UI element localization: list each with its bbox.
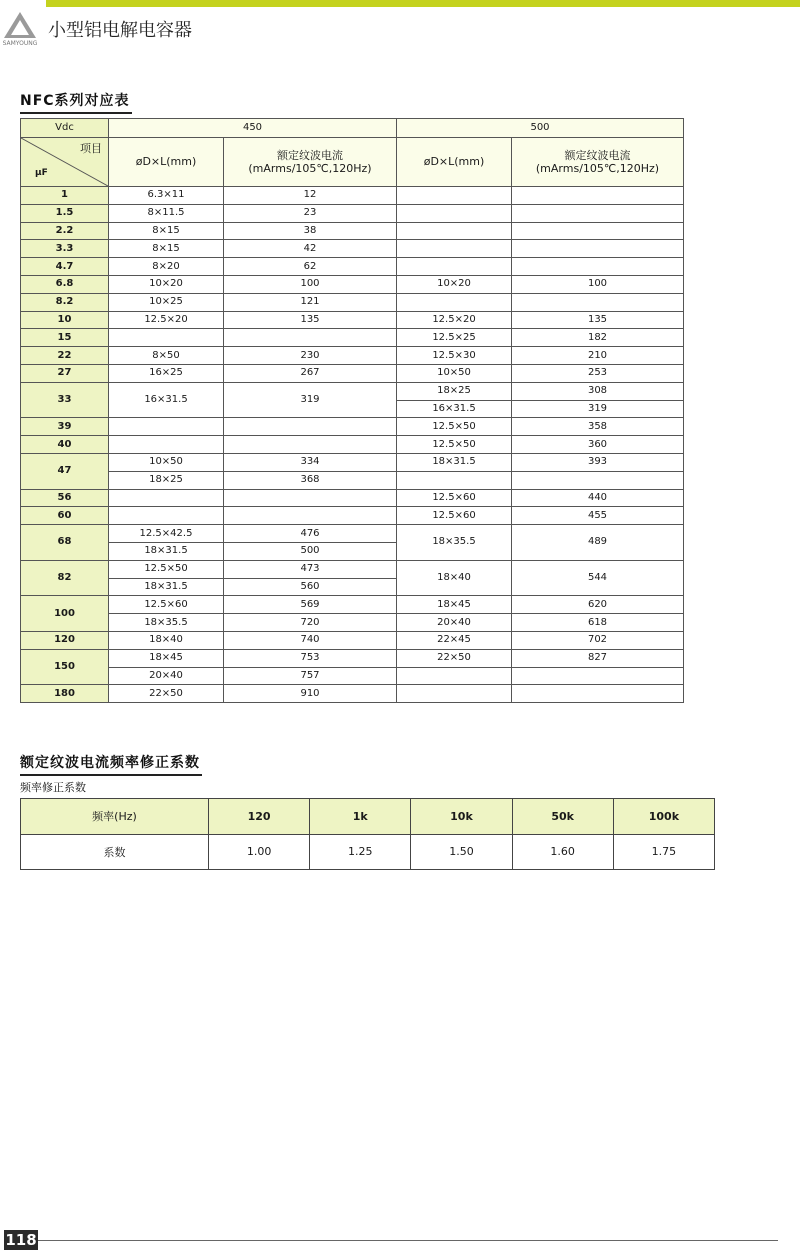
samyoung-logo: [0, 8, 40, 48]
size-cell: [397, 685, 512, 703]
capacitance-cell: 40: [21, 436, 109, 454]
ripple-cell: 702: [512, 631, 684, 649]
size-cell: 6.3×11: [109, 187, 224, 205]
table-row: [21, 560, 684, 578]
freq-value: 10k: [411, 799, 512, 835]
size-cell: [397, 293, 512, 311]
coef-value: 1.50: [411, 834, 512, 870]
size-cell: [109, 418, 224, 436]
size-cell: 8×15: [109, 240, 224, 258]
size-cell: 20×40: [397, 614, 512, 632]
capacitance-cell: 150: [21, 649, 109, 685]
ripple-cell: 38: [224, 222, 397, 240]
ripple-cell: [224, 436, 397, 454]
size-cell: 18×25: [397, 382, 512, 400]
size-cell: 12.5×20: [397, 311, 512, 329]
table-row: [21, 596, 684, 614]
ripple-cell: 489: [512, 525, 684, 561]
table-row: [21, 258, 684, 276]
table-row: [21, 525, 684, 543]
col-size-500: øD×L(mm): [397, 138, 512, 187]
table-row: [21, 275, 684, 293]
ripple-cell: [224, 329, 397, 347]
size-cell: 16×31.5: [109, 382, 224, 418]
size-cell: 12.5×30: [397, 347, 512, 365]
size-cell: 12.5×50: [397, 418, 512, 436]
ripple-cell: [512, 204, 684, 222]
table-row: [21, 631, 684, 649]
ripple-cell: 319: [224, 382, 397, 418]
size-cell: [397, 187, 512, 205]
freq-value: 120: [209, 799, 310, 835]
size-cell: 18×25: [109, 471, 224, 489]
size-cell: 12.5×42.5: [109, 525, 224, 543]
capacitance-cell: 39: [21, 418, 109, 436]
ripple-cell: 42: [224, 240, 397, 258]
coef-label: 系数: [21, 834, 209, 870]
ripple-cell: 253: [512, 364, 684, 382]
table-row: [21, 489, 684, 507]
freq-label: 频率(Hz): [21, 799, 209, 835]
size-cell: 8×20: [109, 258, 224, 276]
size-cell: [397, 240, 512, 258]
size-cell: 8×15: [109, 222, 224, 240]
ripple-cell: [512, 240, 684, 258]
ripple-cell: [512, 187, 684, 205]
table-row: [21, 685, 684, 703]
table-row: [21, 311, 684, 329]
ripple-cell: [512, 685, 684, 703]
section-subtitle-freq: 频率修正系数: [20, 781, 86, 794]
voltage-450: 450: [109, 119, 397, 138]
ripple-cell: 358: [512, 418, 684, 436]
size-cell: 12.5×20: [109, 311, 224, 329]
size-cell: 18×45: [109, 649, 224, 667]
size-cell: [397, 204, 512, 222]
ripple-cell: 23: [224, 204, 397, 222]
size-cell: 12.5×50: [109, 560, 224, 578]
ripple-cell: 476: [224, 525, 397, 543]
ripple-cell: 740: [224, 631, 397, 649]
capacitance-cell: 27: [21, 364, 109, 382]
ripple-cell: 100: [224, 275, 397, 293]
col-ripple-450: [224, 138, 397, 187]
size-cell: 18×35.5: [109, 614, 224, 632]
size-cell: [397, 471, 512, 489]
size-cell: [397, 258, 512, 276]
table-row: [21, 649, 684, 667]
size-cell: 18×40: [109, 631, 224, 649]
size-cell: 12.5×60: [397, 507, 512, 525]
table-row: [21, 507, 684, 525]
table-row: [21, 471, 684, 489]
capacitance-cell: 6.8: [21, 275, 109, 293]
size-cell: 10×50: [397, 364, 512, 382]
uf-label: μF: [35, 168, 48, 179]
coef-value: 1.60: [512, 834, 613, 870]
table-row: [21, 453, 684, 471]
ripple-cell: [512, 258, 684, 276]
frequency-correction-table: [20, 798, 715, 870]
table-row: [21, 293, 684, 311]
size-cell: [109, 329, 224, 347]
capacitance-cell: 82: [21, 560, 109, 596]
size-cell: 16×25: [109, 364, 224, 382]
ripple-cell: 440: [512, 489, 684, 507]
ripple-cell: 455: [512, 507, 684, 525]
table-row: [21, 667, 684, 685]
ripple-cell: 62: [224, 258, 397, 276]
footer-rule: [38, 1240, 778, 1241]
table-row: [21, 222, 684, 240]
ripple-cell: 910: [224, 685, 397, 703]
ripple-cell: 827: [512, 649, 684, 667]
size-cell: [109, 489, 224, 507]
coef-value: 1.75: [613, 834, 714, 870]
table-row: [21, 418, 684, 436]
size-cell: 18×40: [397, 560, 512, 596]
ripple-cell: [224, 418, 397, 436]
vdc-label: Vdc: [21, 119, 109, 138]
ripple-cell: 334: [224, 453, 397, 471]
ripple-cell: 121: [224, 293, 397, 311]
freq-value: 1k: [310, 799, 411, 835]
coef-value: 1.25: [310, 834, 411, 870]
ripple-cell: [512, 222, 684, 240]
table-row: [21, 614, 684, 632]
size-cell: 10×25: [109, 293, 224, 311]
size-cell: 10×50: [109, 453, 224, 471]
size-cell: 18×31.5: [397, 453, 512, 471]
capacitance-cell: 3.3: [21, 240, 109, 258]
table-row: [21, 187, 684, 205]
capacitance-cell: 33: [21, 382, 109, 418]
ripple-cell: 182: [512, 329, 684, 347]
size-cell: 10×20: [397, 275, 512, 293]
capacitance-cell: 2.2: [21, 222, 109, 240]
size-cell: 22×45: [397, 631, 512, 649]
ripple-cell: 720: [224, 614, 397, 632]
ripple-title: 额定纹波电流: [564, 148, 631, 162]
coef-value: 1.00: [209, 834, 310, 870]
size-cell: 12.5×25: [397, 329, 512, 347]
capacitance-cell: 68: [21, 525, 109, 561]
size-cell: 10×20: [109, 275, 224, 293]
table-row: [21, 204, 684, 222]
ripple-cell: [224, 489, 397, 507]
ripple-cell: 267: [224, 364, 397, 382]
capacitance-cell: 15: [21, 329, 109, 347]
ripple-cell: 230: [224, 347, 397, 365]
size-cell: [109, 436, 224, 454]
col-size-450: øD×L(mm): [109, 138, 224, 187]
ripple-cell: 544: [512, 560, 684, 596]
top-accent-bar: [46, 0, 800, 7]
nfc-table-body: [21, 187, 684, 703]
size-cell: 20×40: [109, 667, 224, 685]
ripple-cell: [224, 507, 397, 525]
header-diagonal-cell: [21, 138, 109, 187]
size-cell: 12.5×50: [397, 436, 512, 454]
ripple-cell: 210: [512, 347, 684, 365]
ripple-cell: 135: [224, 311, 397, 329]
ripple-cell: 360: [512, 436, 684, 454]
size-cell: 22×50: [109, 685, 224, 703]
size-cell: 22×50: [397, 649, 512, 667]
size-cell: 8×50: [109, 347, 224, 365]
ripple-cell: 393: [512, 453, 684, 471]
table-row: [21, 382, 684, 400]
size-cell: 18×31.5: [109, 578, 224, 596]
ripple-cell: 100: [512, 275, 684, 293]
page-number: 118: [5, 1231, 37, 1249]
section-title-nfc: NFC系列对应表: [20, 90, 130, 111]
capacitance-cell: 180: [21, 685, 109, 703]
voltage-500: 500: [397, 119, 684, 138]
size-cell: 12.5×60: [109, 596, 224, 614]
capacitance-cell: 10: [21, 311, 109, 329]
ripple-unit: (mArms/105℃,120Hz): [535, 162, 660, 175]
capacitance-cell: 1.5: [21, 204, 109, 222]
size-cell: [109, 507, 224, 525]
size-cell: 18×31.5: [109, 542, 224, 560]
section-title-ripple: 额定纹波电流频率修正系数: [20, 752, 200, 773]
ripple-cell: [512, 667, 684, 685]
ripple-cell: [512, 471, 684, 489]
capacitance-cell: 56: [21, 489, 109, 507]
ripple-unit: (mArms/105℃,120Hz): [248, 162, 372, 175]
size-cell: 18×35.5: [397, 525, 512, 561]
ripple-cell: 753: [224, 649, 397, 667]
ripple-cell: 500: [224, 542, 397, 560]
ripple-cell: 368: [224, 471, 397, 489]
ripple-cell: 319: [512, 400, 684, 418]
size-cell: [397, 222, 512, 240]
capacitance-cell: 60: [21, 507, 109, 525]
ripple-cell: 569: [224, 596, 397, 614]
nfc-series-table: [20, 118, 684, 703]
item-label: 项目: [80, 142, 102, 155]
table-row: [21, 436, 684, 454]
col-ripple-500: [512, 138, 684, 187]
ripple-cell: [512, 293, 684, 311]
capacitance-cell: 22: [21, 347, 109, 365]
ripple-cell: 757: [224, 667, 397, 685]
svg-text:SAMYOUNG: SAMYOUNG: [2, 40, 38, 47]
capacitance-cell: 1: [21, 187, 109, 205]
table-row: [21, 240, 684, 258]
table-row: [21, 364, 684, 382]
size-cell: 8×11.5: [109, 204, 224, 222]
ripple-cell: 560: [224, 578, 397, 596]
size-cell: 12.5×60: [397, 489, 512, 507]
ripple-cell: 135: [512, 311, 684, 329]
size-cell: 18×45: [397, 596, 512, 614]
capacitance-cell: 120: [21, 631, 109, 649]
ripple-cell: 12: [224, 187, 397, 205]
size-cell: 16×31.5: [397, 400, 512, 418]
ripple-cell: 308: [512, 382, 684, 400]
capacitance-cell: 47: [21, 453, 109, 489]
ripple-cell: 473: [224, 560, 397, 578]
ripple-cell: 618: [512, 614, 684, 632]
page-title: 小型铝电解电容器: [48, 20, 192, 41]
freq-value: 50k: [512, 799, 613, 835]
capacitance-cell: 4.7: [21, 258, 109, 276]
freq-value: 100k: [613, 799, 714, 835]
size-cell: [397, 667, 512, 685]
ripple-cell: 620: [512, 596, 684, 614]
ripple-title: 额定纹波电流: [277, 148, 343, 162]
capacitance-cell: 8.2: [21, 293, 109, 311]
table-row: [21, 329, 684, 347]
capacitance-cell: 100: [21, 596, 109, 632]
table-row: [21, 347, 684, 365]
